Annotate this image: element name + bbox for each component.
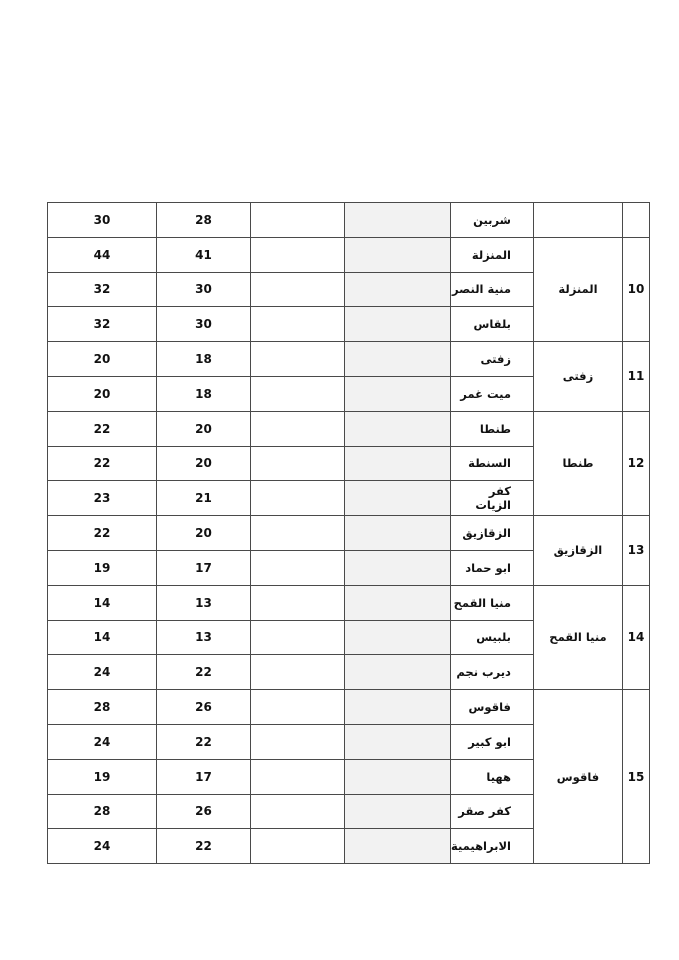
index-cell: 10 (622, 237, 649, 341)
blank-cell (251, 272, 345, 307)
town-cell: المنزلة (451, 237, 534, 272)
shaded-blank-cell (345, 342, 451, 377)
table-row (48, 690, 650, 725)
blank-cell (251, 342, 345, 377)
value-a-cell: 22 (157, 724, 251, 759)
value-b-cell: 24 (48, 829, 157, 864)
value-a-cell: 18 (157, 376, 251, 411)
value-a-cell: 20 (157, 446, 251, 481)
blank-cell (251, 655, 345, 690)
blank-cell (251, 481, 345, 516)
town-cell: ههيا (451, 759, 534, 794)
blank-cell (251, 376, 345, 411)
value-b-cell: 20 (48, 342, 157, 377)
town-cell: ديرب نجم (451, 655, 534, 690)
value-a-cell: 20 (157, 411, 251, 446)
shaded-blank-cell (345, 690, 451, 725)
value-a-cell: 18 (157, 342, 251, 377)
blank-cell (251, 794, 345, 829)
town-cell: كفر صقر (451, 794, 534, 829)
value-a-cell: 22 (157, 829, 251, 864)
shaded-blank-cell (345, 481, 451, 516)
value-b-cell: 28 (48, 794, 157, 829)
blank-cell (251, 307, 345, 342)
town-cell: طنطا (451, 411, 534, 446)
town-cell: منيا القمح (451, 585, 534, 620)
value-a-cell: 28 (157, 203, 251, 238)
value-a-cell: 26 (157, 794, 251, 829)
value-b-cell: 24 (48, 655, 157, 690)
value-b-cell: 14 (48, 585, 157, 620)
table-row (48, 342, 650, 377)
shaded-blank-cell (345, 585, 451, 620)
shaded-blank-cell (345, 376, 451, 411)
town-cell: الابراهيمية (451, 829, 534, 864)
value-b-cell: 32 (48, 307, 157, 342)
value-b-cell: 22 (48, 446, 157, 481)
shaded-blank-cell (345, 237, 451, 272)
value-b-cell: 24 (48, 724, 157, 759)
shaded-blank-cell (345, 446, 451, 481)
town-cell: السنطة (451, 446, 534, 481)
center-cell (533, 203, 622, 238)
town-cell: كفر الزيات (451, 481, 534, 516)
price-table (47, 202, 650, 864)
blank-cell (251, 759, 345, 794)
blank-cell (251, 690, 345, 725)
blank-cell (251, 620, 345, 655)
index-cell: 12 (622, 411, 649, 515)
blank-cell (251, 237, 345, 272)
table-row (48, 411, 650, 446)
value-b-cell: 19 (48, 550, 157, 585)
shaded-blank-cell (345, 724, 451, 759)
shaded-blank-cell (345, 203, 451, 238)
value-a-cell: 30 (157, 307, 251, 342)
table-row (48, 237, 650, 272)
value-b-cell: 28 (48, 690, 157, 725)
town-cell: بلقاس (451, 307, 534, 342)
value-a-cell: 21 (157, 481, 251, 516)
town-cell: منية النصر (451, 272, 534, 307)
index-cell: 15 (622, 690, 649, 864)
value-b-cell: 19 (48, 759, 157, 794)
town-cell: بلبيس (451, 620, 534, 655)
shaded-blank-cell (345, 655, 451, 690)
shaded-blank-cell (345, 829, 451, 864)
value-b-cell: 44 (48, 237, 157, 272)
town-cell: ميت غمر (451, 376, 534, 411)
value-b-cell: 30 (48, 203, 157, 238)
shaded-blank-cell (345, 620, 451, 655)
town-cell: ابو حماد (451, 550, 534, 585)
value-b-cell: 32 (48, 272, 157, 307)
value-a-cell: 30 (157, 272, 251, 307)
shaded-blank-cell (345, 272, 451, 307)
center-cell: طنطا (533, 411, 622, 515)
shaded-blank-cell (345, 411, 451, 446)
town-cell: الزقازيق (451, 516, 534, 551)
center-cell: زفتى (533, 342, 622, 412)
blank-cell (251, 585, 345, 620)
value-a-cell: 13 (157, 585, 251, 620)
blank-cell (251, 411, 345, 446)
center-cell: الزقازيق (533, 516, 622, 586)
table-row (48, 516, 650, 551)
index-cell: 13 (622, 516, 649, 586)
town-cell: زفتى (451, 342, 534, 377)
value-a-cell: 20 (157, 516, 251, 551)
town-cell: فاقوس (451, 690, 534, 725)
index-cell (622, 203, 649, 238)
value-a-cell: 17 (157, 550, 251, 585)
shaded-blank-cell (345, 794, 451, 829)
value-a-cell: 13 (157, 620, 251, 655)
blank-cell (251, 446, 345, 481)
table-row (48, 203, 650, 238)
shaded-blank-cell (345, 307, 451, 342)
table-row (48, 585, 650, 620)
center-cell: فاقوس (533, 690, 622, 864)
blank-cell (251, 724, 345, 759)
center-cell: المنزلة (533, 237, 622, 341)
value-a-cell: 17 (157, 759, 251, 794)
shaded-blank-cell (345, 759, 451, 794)
blank-cell (251, 516, 345, 551)
blank-cell (251, 203, 345, 238)
town-cell: شربين (451, 203, 534, 238)
center-cell: منيا القمح (533, 585, 622, 689)
value-b-cell: 22 (48, 516, 157, 551)
shaded-blank-cell (345, 516, 451, 551)
blank-cell (251, 550, 345, 585)
shaded-blank-cell (345, 550, 451, 585)
town-cell: ابو كبير (451, 724, 534, 759)
value-b-cell: 23 (48, 481, 157, 516)
value-b-cell: 22 (48, 411, 157, 446)
value-b-cell: 14 (48, 620, 157, 655)
index-cell: 14 (622, 585, 649, 689)
blank-cell (251, 829, 345, 864)
table-body (48, 203, 650, 864)
value-a-cell: 26 (157, 690, 251, 725)
index-cell: 11 (622, 342, 649, 412)
value-a-cell: 41 (157, 237, 251, 272)
value-b-cell: 20 (48, 376, 157, 411)
value-a-cell: 22 (157, 655, 251, 690)
